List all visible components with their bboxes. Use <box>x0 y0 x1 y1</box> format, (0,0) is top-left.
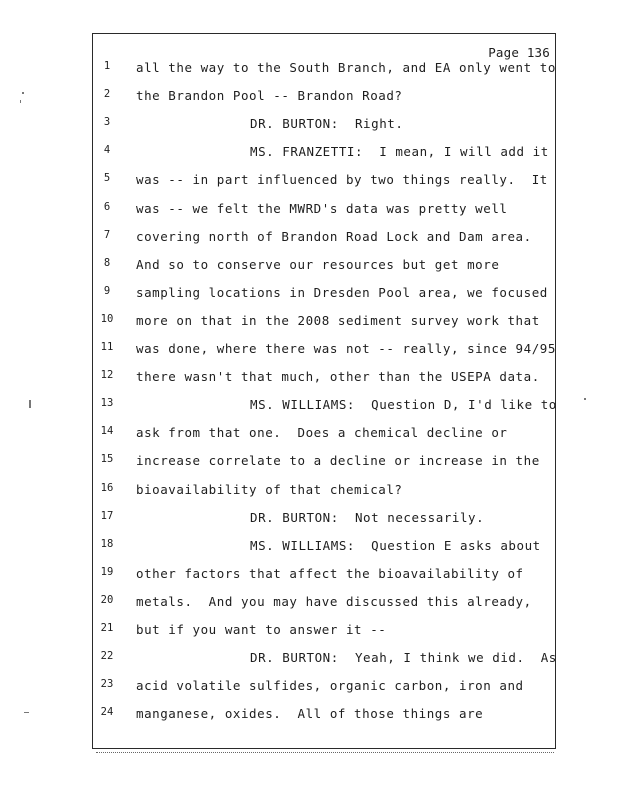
line-number: 6 <box>103 200 111 213</box>
line-text: sampling locations in Dresden Pool area, we focused <box>136 284 548 300</box>
line-number: 24 <box>100 706 114 719</box>
line-text: And so to conserve our resources but get more <box>136 256 500 272</box>
transcript-line <box>92 566 556 594</box>
transcript-line <box>92 285 556 313</box>
page-number: Page 136 <box>488 45 550 60</box>
transcript-line <box>92 650 556 678</box>
line-number: 16 <box>100 481 114 494</box>
line-text: bioavailability of that chemical? <box>136 481 403 497</box>
transcript-line <box>92 201 556 229</box>
transcript-line <box>92 453 556 481</box>
line-text: acid volatile sulfides, organic carbon, iron and <box>136 678 524 694</box>
bottom-scan-rule <box>96 752 554 755</box>
transcript-line <box>92 678 556 706</box>
transcript-line <box>92 397 556 425</box>
scan-speck <box>24 712 29 713</box>
line-number: 10 <box>100 312 114 325</box>
transcript-line <box>92 257 556 285</box>
line-text: DR. BURTON: Yeah, I think we did. As <box>250 650 557 666</box>
transcript-line <box>92 594 556 622</box>
line-text: manganese, oxides. All of those things are <box>136 706 484 722</box>
line-number: 22 <box>100 650 114 663</box>
line-text: DR. BURTON: Not necessarily. <box>250 509 485 525</box>
line-text: more on that in the 2008 sediment survey work that <box>136 312 540 328</box>
scan-speck <box>584 398 586 400</box>
line-text: all the way to the South Branch, and EA only went to <box>136 60 556 75</box>
transcript-line <box>92 538 556 566</box>
transcript-line <box>92 482 556 510</box>
line-text: other factors that affect the bioavailability of <box>136 565 524 581</box>
transcript-line <box>92 425 556 453</box>
line-text: but if you want to answer it -- <box>136 622 387 637</box>
line-number: 1 <box>103 60 111 72</box>
scan-speck <box>22 92 24 94</box>
line-number: 2 <box>103 88 111 101</box>
line-text: MS. WILLIAMS: Question E asks about <box>250 537 541 553</box>
line-text: increase correlate to a decline or increase in the <box>136 453 540 469</box>
transcript-line <box>92 229 556 257</box>
transcript-line <box>92 144 556 172</box>
transcript-line <box>92 706 556 734</box>
transcript-line <box>92 341 556 369</box>
line-text: the Brandon Pool -- Brandon Road? <box>136 88 403 104</box>
line-number: 23 <box>100 678 114 691</box>
line-number: 15 <box>100 453 114 466</box>
line-number: 5 <box>103 172 111 185</box>
transcript-line <box>92 369 556 397</box>
transcript-line <box>92 88 556 116</box>
line-text: covering north of Brandon Road Lock and Dam area. <box>136 228 532 244</box>
line-text: MS. FRANZETTI: I mean, I will add it <box>250 144 549 160</box>
line-text: there wasn't that much, other than the USEPA data. <box>136 369 540 385</box>
transcript-line <box>92 510 556 538</box>
line-number: 3 <box>103 116 111 129</box>
line-number: 11 <box>100 341 114 353</box>
line-text: was -- in part influenced by two things really. It <box>136 172 548 188</box>
line-text: was -- we felt the MWRD's data was pretty well <box>136 200 508 216</box>
line-number: 13 <box>100 397 114 410</box>
transcript-line <box>92 313 556 341</box>
line-number: 17 <box>100 509 114 522</box>
line-number: 21 <box>100 622 114 634</box>
line-text: MS. WILLIAMS: Question D, I'd like to <box>250 397 557 413</box>
scan-speck <box>20 100 21 103</box>
line-number: 9 <box>103 284 111 297</box>
transcript-line <box>92 60 556 88</box>
line-text: metals. And you may have discussed this already, <box>136 593 532 609</box>
line-text: ask from that one. Does a chemical decline or <box>136 425 508 441</box>
line-number: 7 <box>103 228 111 241</box>
scan-speck <box>29 400 31 408</box>
line-number: 20 <box>100 593 114 606</box>
line-text: was done, where there was not -- really, since 94/95 <box>136 341 556 356</box>
transcript-line <box>92 116 556 144</box>
line-number: 18 <box>100 537 114 550</box>
line-text: DR. BURTON: Right. <box>250 116 404 132</box>
line-number: 12 <box>100 369 114 382</box>
transcript-line <box>92 622 556 650</box>
line-number: 14 <box>100 425 114 438</box>
line-number: 4 <box>103 144 111 157</box>
transcript-line <box>92 172 556 200</box>
line-number: 8 <box>103 256 111 269</box>
line-number: 19 <box>100 565 114 578</box>
